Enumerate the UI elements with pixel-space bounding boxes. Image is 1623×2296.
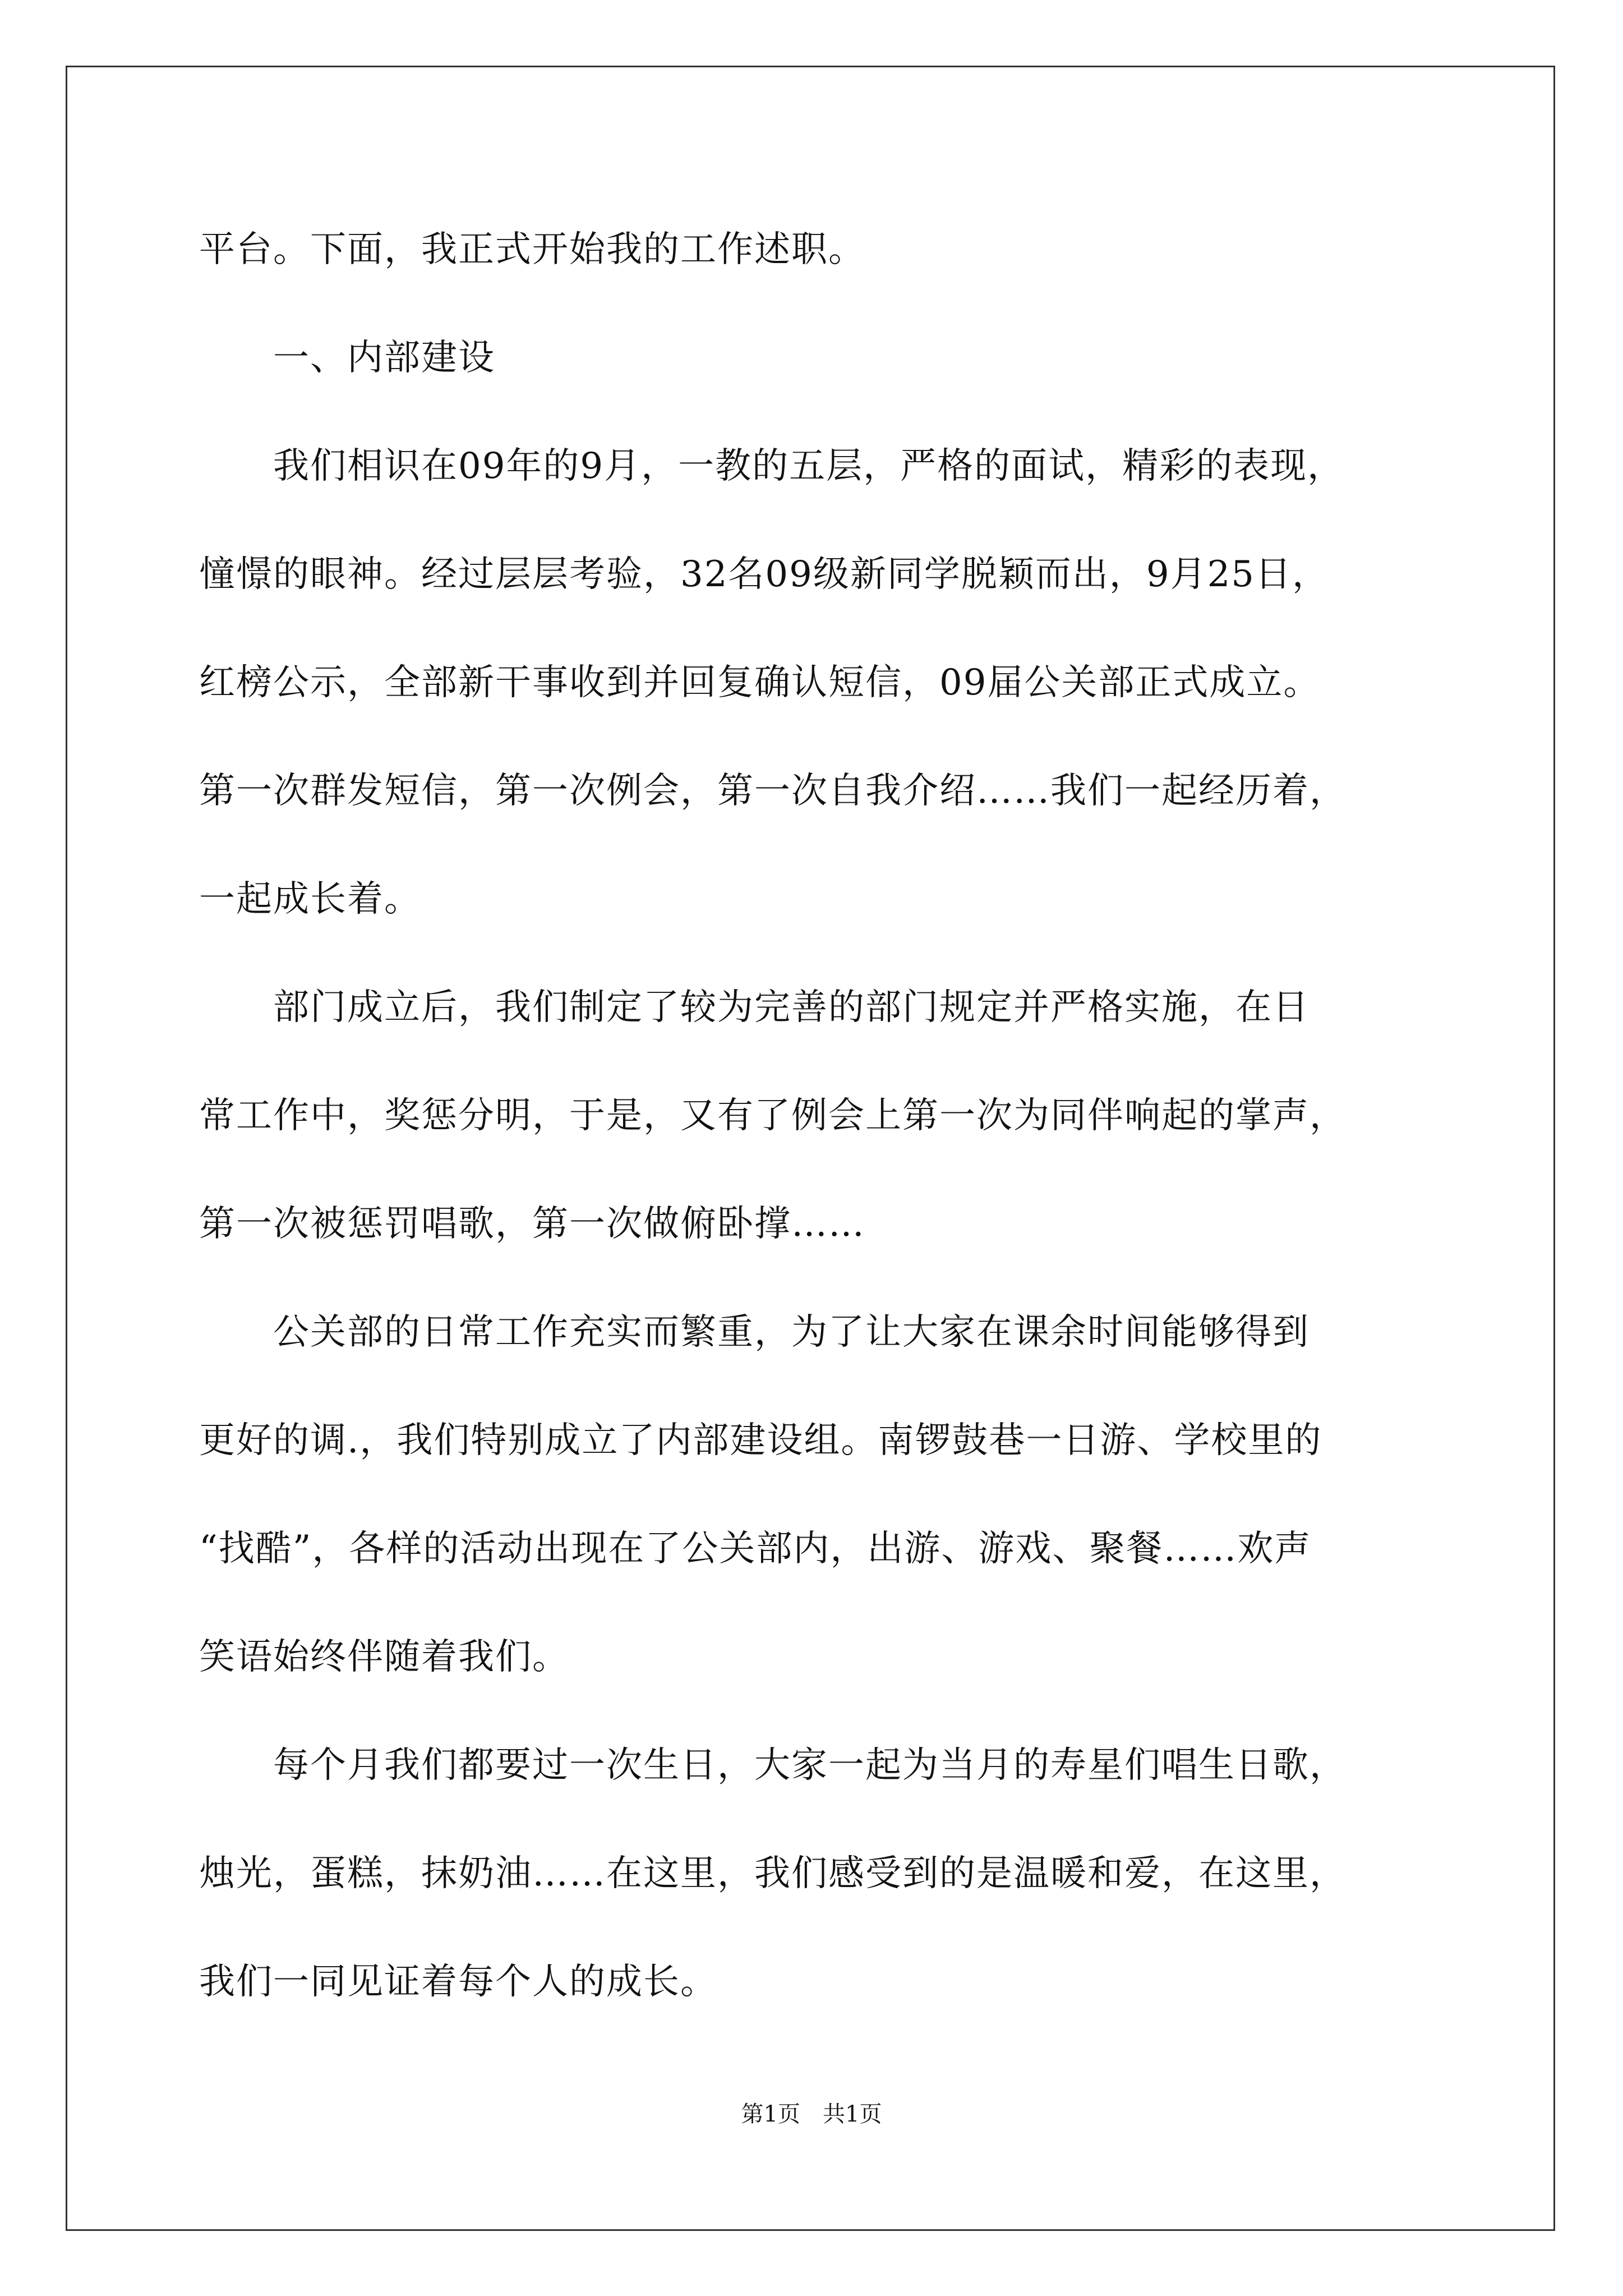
text-line: 第一次群发短信，第一次例会，第一次自我介绍……我们一起经历着， (199, 770, 1347, 812)
text-line: 每个月我们都要过一次生日，大家一起为当月的寿星们唱生日歌， (199, 1745, 1347, 1786)
text-line: 一起成长着。 (199, 878, 421, 920)
text-line: 烛光，蛋糕，抹奶油……在这里，我们感受到的是温暖和爱，在这里， (199, 1853, 1347, 1894)
text-line: 红榜公示，全部新干事收到并回复确认短信，09届公关部正式成立。 (199, 662, 1321, 703)
text-line: “找酷”，各样的活动出现在了公关部内，出游、游戏、聚餐……欢声 (199, 1528, 1312, 1570)
page-border (66, 66, 1555, 2231)
page-footer: 第1页 共1页 (741, 2101, 882, 2127)
section-heading: 一、内部建设 (199, 337, 495, 379)
text-line: 第一次被惩罚唱歌，第一次做俯卧撑…… (199, 1203, 865, 1245)
text-line: 更好的调.，我们特别成立了内部建设组。南锣鼓巷一日游、学校里的 (199, 1420, 1322, 1461)
text-line: 憧憬的眼神。经过层层考验，32名09级新同学脱颖而出，9月25日， (199, 554, 1330, 595)
text-line: 常工作中，奖惩分明，于是，又有了例会上第一次为同伴响起的掌声， (199, 1095, 1347, 1137)
text-line: 平台。下面，我正式开始我的工作述职。 (199, 229, 865, 270)
text-line: 笑语始终伴随着我们。 (199, 1636, 569, 1678)
text-line: 公关部的日常工作充实而繁重，为了让大家在课余时间能够得到 (199, 1312, 1310, 1353)
text-line: 我们相识在09年的9月，一教的五层，严格的面试，精彩的表现， (199, 445, 1345, 487)
text-line: 我们一同见证着每个人的成长。 (199, 1961, 717, 2003)
text-line: 部门成立后，我们制定了较为完善的部门规定并严格实施，在日 (199, 987, 1310, 1028)
